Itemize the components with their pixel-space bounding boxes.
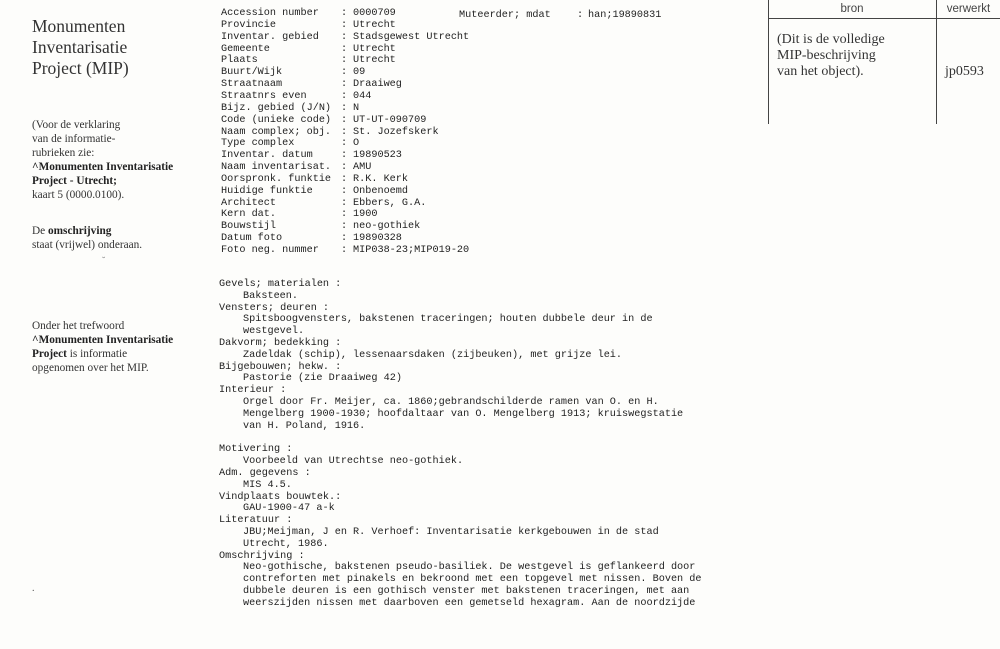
field-label: Huidige funktie: [221, 185, 313, 197]
section-label: Gevels; materialen :: [219, 279, 342, 290]
field-colon: :: [341, 150, 348, 162]
field-value: R.K. Kerk: [353, 173, 409, 185]
section-text: JBU;Meijman, J en R. Verhoef: Inventarisatie kerkgebouwen in de stad: [243, 527, 659, 538]
field-colon: :: [341, 209, 348, 221]
field-label: Foto neg. nummer: [221, 245, 319, 256]
mip-title-line: Inventarisatie: [32, 37, 128, 57]
section-text: Mengelberg 1900-1930; hoofdaltaar van O. Mengelberg 1913; kruiswegstatie: [243, 408, 684, 420]
field-label: Naam complex; obj.: [221, 126, 332, 138]
field-colon: :: [341, 197, 348, 209]
header-verwerkt: verwerkt: [946, 3, 991, 15]
field-value: Utrecht: [353, 43, 396, 55]
source-table: [768, 0, 1000, 124]
field-colon: :: [341, 173, 348, 185]
reference-link[interactable]: Project - Utrecht;: [32, 175, 117, 187]
field-value: UT-UT-090709: [353, 114, 427, 126]
section-text: westgevel.: [243, 326, 305, 338]
note-text: is informatie: [66, 348, 128, 360]
section-text: Spitsboogvensters, bakstenen traceringen; houten dubbele deur in de: [243, 314, 653, 326]
field-value: Stadsgewest Utrecht: [353, 31, 470, 43]
explanation-note: [32, 118, 173, 202]
field-label: Bijz. gebied (J/N): [221, 102, 332, 114]
field-label: Muteerder; mdat: [459, 10, 551, 21]
section-text: Zadeldak (schip), lessenaarsdaken (zijbeuken), met grijze lei.: [243, 349, 623, 361]
mip-title-line: Project (MIP): [32, 58, 129, 78]
note-line: van de informatie-: [32, 133, 116, 145]
table-border: [768, 18, 1000, 19]
field-label: Straatnaam: [221, 79, 283, 91]
field-value: 1900: [353, 209, 378, 221]
trefwoord-note: [32, 319, 173, 375]
field-label: Inventar. gebied: [221, 31, 319, 43]
field-value: Utrecht: [353, 55, 396, 67]
section-label: Vensters; deuren :: [219, 302, 330, 314]
note-text: De: [32, 225, 48, 237]
field-label: Plaats: [221, 55, 258, 67]
field-colon: :: [577, 10, 584, 21]
field-label: Provincie: [221, 19, 277, 31]
field-colon: :: [341, 245, 348, 256]
field-colon: :: [341, 138, 348, 150]
reference-link[interactable]: ^Monumenten Inventarisatie: [32, 161, 174, 173]
section-text: GAU-1900-47 a-k: [243, 503, 335, 515]
bron-line: (Dit is de volledige: [777, 32, 885, 47]
field-value: Utrecht: [353, 19, 396, 31]
field-colon: :: [341, 31, 348, 43]
field-colon: :: [341, 55, 348, 67]
section-text: Utrecht, 1986.: [243, 538, 329, 550]
section-label: Adm. gegevens :: [219, 468, 311, 479]
field-colon: :: [341, 67, 348, 79]
field-value: N: [353, 102, 360, 114]
field-label: Type complex: [221, 138, 295, 150]
field-value: 044: [353, 90, 372, 102]
field-colon: :: [341, 185, 348, 197]
note-bold: omschrijving: [48, 225, 112, 237]
field-value: 09: [353, 67, 366, 79]
stray-mark: .: [32, 583, 35, 594]
field-colon: :: [341, 114, 348, 126]
note-line: (Voor de verklaring: [32, 119, 121, 131]
field-colon: :: [341, 102, 348, 114]
field-colon: :: [341, 19, 348, 31]
section-label: Motivering :: [219, 444, 293, 456]
field-value: Draaiweg: [353, 79, 402, 91]
field-label: Buurt/Wijk: [221, 67, 283, 79]
field-label: Oorspronk. funktie: [221, 173, 332, 185]
section-label: Dakvorm; bedekking :: [219, 338, 342, 349]
section-text: Neo-gothische, bakstenen pseudo-basiliek. De westgevel is geflankeerd door: [243, 562, 696, 574]
field-colon: :: [341, 233, 348, 245]
field-label: Gemeente: [221, 43, 270, 55]
reference-link[interactable]: Project: [32, 348, 67, 360]
section-text: Pastorie (zie Draaiweg 42): [243, 373, 402, 385]
field-value: 19890328: [353, 233, 402, 245]
field-colon: :: [341, 126, 348, 138]
field-value: neo-gothiek: [353, 221, 421, 233]
field-value: MIP038-23;MIP019-20: [353, 245, 470, 256]
field-label: Code (unieke code): [221, 114, 332, 126]
field-label: Bouwstijl: [221, 221, 277, 233]
section-text: MIS 4.5.: [243, 479, 292, 491]
field-colon: :: [341, 90, 348, 102]
section-text: dubbele deuren is een gothisch venster met bakstenen traceringen, met aan: [243, 586, 690, 597]
field-label: Accession number: [221, 8, 319, 19]
reference-link[interactable]: ^Monumenten Inventarisatie: [32, 334, 174, 346]
field-colon: :: [341, 221, 348, 233]
field-colon: :: [341, 162, 348, 174]
section-text: Voorbeeld van Utrechtse neo-gothiek.: [243, 456, 464, 468]
note-line: opgenomen over het MIP.: [32, 362, 149, 374]
bron-line: van het object).: [777, 64, 864, 79]
field-value: Onbenoemd: [353, 185, 409, 197]
note-line: rubrieken zie:: [32, 147, 95, 159]
field-label: Naam inventarisat.: [221, 162, 332, 174]
section-label: Vindplaats bouwtek.:: [219, 491, 342, 503]
section-text: Baksteen.: [243, 290, 299, 302]
note-line: Onder het trefwoord: [32, 320, 125, 332]
field-value: 0000709: [353, 8, 396, 19]
field-label: Kern dat.: [221, 209, 277, 221]
section-label: Literatuur :: [219, 515, 293, 527]
note-line: kaart 5 (0000.0100).: [32, 189, 125, 201]
field-colon: :: [341, 79, 348, 91]
mip-title-line: Monumenten: [32, 16, 126, 36]
field-value: O: [353, 138, 360, 150]
field-label: Inventar. datum: [221, 150, 313, 162]
field-value: 19890523: [353, 150, 402, 162]
section-label: Interieur :: [219, 385, 287, 397]
field-value: Ebbers, G.A.: [353, 197, 427, 209]
omschrijving-note: [32, 224, 142, 252]
field-label: Architect: [221, 197, 277, 209]
section-label: Omschrijving :: [219, 550, 305, 562]
field-value: han;19890831: [588, 10, 662, 21]
section-text: contreforten met pinakels en bekroond met een topgevel met nissen. Boven de: [243, 574, 702, 586]
bron-line: MIP-beschrijving: [777, 48, 876, 63]
field-colon: :: [341, 43, 348, 55]
bron-cell: [777, 32, 885, 80]
section-text: weerszijden nissen met daarboven een gemetseld hexagram. Aan de noordzijde: [243, 597, 696, 609]
field-value: AMU: [353, 162, 372, 174]
field-colon: :: [341, 8, 348, 19]
note-line: staat (vrijwel) onderaan.: [32, 239, 143, 251]
muteerder-field: [459, 10, 662, 21]
verwerkt-cell: jp0593: [945, 64, 984, 79]
section-text: Orgel door Fr. Meijer, ca. 1860;gebrandschilderde ramen van O. en H.: [243, 397, 659, 408]
stray-mark: ˘: [102, 256, 106, 267]
header-bron: bron: [840, 3, 864, 15]
section-label: Bijgebouwen; hekw. :: [219, 361, 342, 373]
field-value: St. Jozefskerk: [353, 126, 439, 138]
section-text: van H. Poland, 1916.: [243, 420, 366, 432]
field-label: Datum foto: [221, 233, 283, 245]
mip-title: [32, 16, 129, 79]
field-label: Straatnrs even: [221, 90, 307, 102]
